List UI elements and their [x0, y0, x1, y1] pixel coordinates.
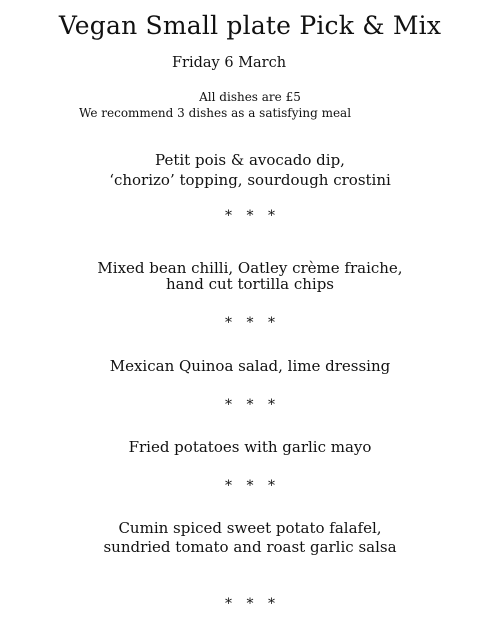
- dish-3-line-1: Mexican Quinoa salad, lime dressing: [109, 357, 391, 375]
- separator-5: * * *: [225, 596, 280, 612]
- dish-2-line-1: Mixed bean chilli, Oatley crème fraiche,: [97, 259, 403, 277]
- menu-title: Vegan Small plate Pick & Mix: [58, 11, 442, 40]
- dish-4-line-1: Fried potatoes with garlic mayo: [128, 438, 372, 456]
- dish-1-line-1: Petit pois & avocado dip,: [155, 151, 345, 169]
- separator-2: * * *: [225, 315, 280, 331]
- recommendation-note: We recommend 3 dishes as a satisfying meal: [79, 106, 352, 120]
- separator-3: * * *: [225, 397, 280, 413]
- dish-1-line-2: ‘chorizo’ topping, sourdough crostini: [109, 171, 391, 189]
- price-note: All dishes are £5: [199, 90, 301, 104]
- separator-4: * * *: [225, 478, 280, 494]
- dish-2-line-2: hand cut tortilla chips: [165, 275, 334, 293]
- dish-5-line-1: Cumin spiced sweet potato falafel,: [118, 519, 382, 537]
- separator-1: * * *: [225, 208, 280, 224]
- dish-5-line-2: sundried tomato and roast garlic salsa: [103, 538, 397, 556]
- menu-date: Friday 6 March: [172, 55, 287, 71]
